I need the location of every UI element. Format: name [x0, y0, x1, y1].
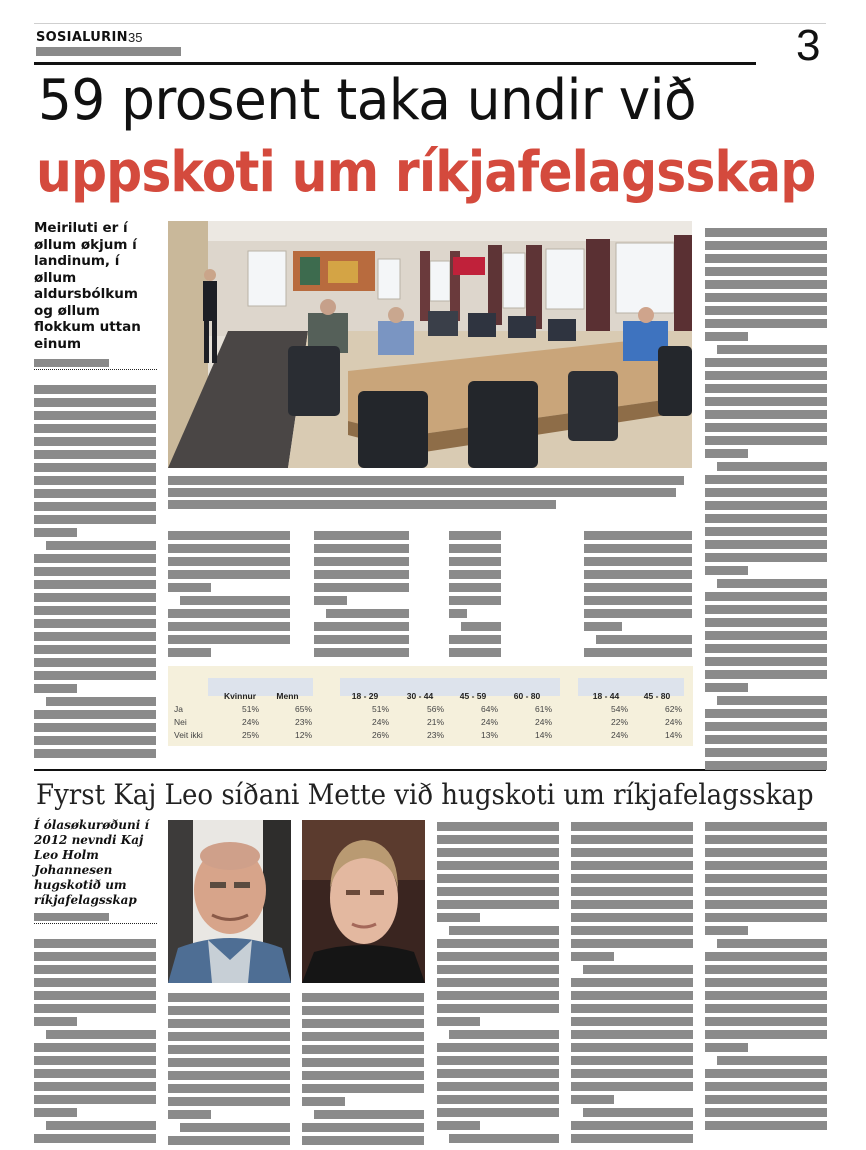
redacted-text-line: [34, 385, 156, 394]
redacted-text-line: [34, 515, 156, 524]
redacted-text-line: [180, 596, 290, 605]
redacted-text-line: [34, 450, 156, 459]
redacted-text-line: [571, 835, 693, 844]
table-cell: 62%: [664, 704, 682, 714]
redacted-text-line: [34, 1043, 156, 1052]
redacted-text-line: [437, 978, 559, 987]
redacted-text-line: [717, 579, 827, 588]
parliament-photo: [168, 221, 692, 468]
redacted-text-line: [705, 618, 827, 627]
redacted-text-line: [717, 345, 827, 354]
redacted-text-line: [705, 913, 827, 922]
redacted-text-line: [705, 254, 827, 263]
redacted-text-line: [437, 991, 559, 1000]
redacted-text-line: [705, 748, 827, 757]
redacted-text-line: [705, 514, 827, 523]
headline-line-1: 59 prosent taka undir við: [38, 68, 697, 133]
redacted-text-line: [34, 736, 156, 745]
redacted-text-line: [302, 1006, 424, 1015]
second-byline-divider: [34, 923, 157, 924]
redacted-text-line: [571, 978, 693, 987]
redacted-text-line: [34, 723, 156, 732]
redacted-text-line: [437, 1017, 480, 1026]
col-18-29: 18 - 29: [351, 691, 379, 701]
redacted-text-line: [437, 887, 559, 896]
redacted-text-line: [705, 241, 827, 250]
redacted-text-line: [34, 398, 156, 407]
table-cell: 64%: [480, 704, 498, 714]
redacted-text-line: [314, 635, 409, 644]
redacted-text-line: [705, 332, 748, 341]
redacted-text-line: [302, 993, 424, 1002]
redacted-text-line: [34, 645, 156, 654]
redacted-text-line: [705, 527, 827, 536]
redacted-text-line: [168, 544, 290, 553]
table-cell: 61%: [534, 704, 552, 714]
kaj-leo-illustration: [168, 820, 291, 983]
redacted-text-line: [705, 1082, 827, 1091]
redacted-text-line: [705, 631, 827, 640]
redacted-text-line: [314, 544, 409, 553]
kaj-leo-portrait: [168, 820, 291, 983]
redacted-text-line: [314, 648, 409, 657]
table-cell: 24%: [664, 717, 682, 727]
redacted-text-line: [705, 358, 827, 367]
redacted-text-line: [705, 1069, 827, 1078]
redacted-text-line: [302, 1097, 345, 1106]
redacted-text-line: [705, 423, 827, 432]
redacted-text-line: [437, 822, 559, 831]
redacted-text-line: [705, 822, 827, 831]
redacted-text-line: [437, 965, 559, 974]
redacted-text-line: [449, 635, 501, 644]
redacted-text-line: [34, 632, 156, 641]
redacted-text-line: [437, 1043, 559, 1052]
redacted-text-line: [168, 648, 211, 657]
table-cell: 26%: [371, 730, 389, 740]
redacted-text-line: [302, 1071, 424, 1080]
redacted-text-line: [705, 644, 827, 653]
redacted-text-line: [34, 619, 156, 628]
redacted-text-line: [34, 952, 156, 961]
redacted-text-line: [449, 648, 501, 657]
redacted-text-line: [705, 887, 827, 896]
redacted-text-line: [705, 978, 827, 987]
redacted-text-line: [571, 1043, 693, 1052]
redacted-text-line: [314, 570, 409, 579]
redacted-text-line: [705, 900, 827, 909]
col-kvinnur: Kvinnur: [223, 691, 257, 701]
redacted-text-line: [34, 411, 156, 420]
redacted-text-line: [449, 1030, 559, 1039]
redacted-text-line: [449, 570, 501, 579]
redacted-text-line: [584, 570, 692, 579]
redacted-text-line: [34, 554, 156, 563]
table-cell: 23%: [426, 730, 444, 740]
redacted-text-line: [705, 592, 827, 601]
redacted-text-line: [705, 280, 827, 289]
table-cell: 24%: [480, 717, 498, 727]
redacted-text-line: [314, 557, 409, 566]
second-headline: Fyrst Kaj Leo síðani Mette við hugskoti um ríkjafelagsskap: [36, 778, 814, 811]
redacted-text-line: [168, 1084, 290, 1093]
redacted-text-line: [705, 670, 827, 679]
redacted-text-line: [584, 622, 622, 631]
redacted-text-line: [705, 228, 827, 237]
redacted-text-line: [34, 1004, 156, 1013]
redacted-text-line: [168, 531, 290, 540]
redacted-text-line: [705, 267, 827, 276]
issue-number: 35: [128, 30, 143, 45]
redacted-text-line: [705, 1108, 827, 1117]
page-number: 3: [796, 21, 821, 70]
redacted-text-line: [705, 926, 748, 935]
redacted-text-line: [705, 1030, 827, 1039]
redacted-text-line: [180, 1123, 290, 1132]
redacted-text-line: [437, 1056, 559, 1065]
redacted-text-line: [571, 874, 693, 883]
redacted-text-line: [34, 489, 156, 498]
row-label-ja: Ja: [174, 704, 183, 714]
redacted-text-line: [584, 531, 692, 540]
redacted-text-line: [437, 913, 480, 922]
redacted-text-line: [705, 449, 748, 458]
redacted-text-line: [34, 424, 156, 433]
redacted-text-line: [34, 991, 156, 1000]
redacted-text-line: [583, 1108, 693, 1117]
table-cell: 56%: [426, 704, 444, 714]
redacted-text-line: [705, 319, 827, 328]
redacted-text-line: [168, 1006, 290, 1015]
redacted-text-line: [584, 583, 692, 592]
redacted-text-line: [571, 926, 693, 935]
redacted-text-line: [596, 635, 692, 644]
redacted-text-line: [705, 306, 827, 315]
redacted-text-line: [168, 500, 556, 509]
redacted-text-line: [705, 397, 827, 406]
redacted-text-line: [705, 384, 827, 393]
redacted-text-line: [34, 567, 156, 576]
redacted-text-line: [705, 683, 748, 692]
section-name: SOSIALURIN: [36, 30, 128, 45]
redacted-text-line: [168, 1110, 211, 1119]
redacted-text-line: [168, 1071, 290, 1080]
redacted-text-line: [34, 580, 156, 589]
redacted-text-line: [34, 463, 156, 472]
redacted-text-line: [168, 1019, 290, 1028]
redacted-text-line: [314, 1110, 424, 1119]
table-cell: 24%: [241, 717, 259, 727]
redacted-text-line: [571, 887, 693, 896]
redacted-text-line: [46, 1030, 156, 1039]
redacted-text-line: [302, 1045, 424, 1054]
redacted-text-line: [717, 1056, 827, 1065]
redacted-text-line: [571, 1082, 693, 1091]
redacted-text-line: [705, 861, 827, 870]
redacted-text-line: [437, 939, 559, 948]
redacted-text-line: [34, 1069, 156, 1078]
col-30-44: 30 - 44: [406, 691, 434, 701]
redacted-text-line: [571, 900, 693, 909]
redacted-text-line: [168, 993, 290, 1002]
redacted-text-line: [302, 1032, 424, 1041]
redacted-text-line: [449, 596, 501, 605]
row-label-nei: Nei: [174, 717, 187, 727]
mette-illustration: [302, 820, 425, 983]
redacted-text-line: [168, 635, 290, 644]
redacted-text-line: [571, 991, 693, 1000]
redacted-text-line: [449, 926, 559, 935]
redacted-text-line: [705, 835, 827, 844]
redacted-text-line: [34, 528, 77, 537]
redacted-text-line: [302, 1058, 424, 1067]
redacted-text-line: [314, 531, 409, 540]
table-cell: 13%: [480, 730, 498, 740]
redacted-text-line: [34, 710, 156, 719]
redacted-text-line: [461, 622, 501, 631]
redacted-text-line: [168, 583, 211, 592]
redacted-text-line: [437, 900, 559, 909]
redacted-text-line: [571, 848, 693, 857]
redacted-text-line: [34, 684, 77, 693]
redacted-text-line: [571, 1095, 614, 1104]
redacted-text-line: [302, 1136, 424, 1145]
redacted-text-line: [34, 671, 156, 680]
col-18-44: 18 - 44: [592, 691, 620, 701]
redacted-text-line: [168, 1136, 290, 1145]
redacted-text-line: [168, 488, 676, 497]
redacted-text-line: [571, 913, 693, 922]
table-cell: 22%: [610, 717, 628, 727]
table-cell: 25%: [241, 730, 259, 740]
redacted-text-line: [302, 1019, 424, 1028]
table-cell: 51%: [371, 704, 389, 714]
second-byline-redacted: [34, 913, 109, 921]
redacted-text-line: [34, 1082, 156, 1091]
redacted-text-line: [571, 1030, 693, 1039]
redacted-text-line: [705, 952, 827, 961]
redacted-text-line: [168, 622, 290, 631]
redacted-text-line: [449, 557, 501, 566]
redacted-text-line: [571, 1056, 693, 1065]
redacted-text-line: [34, 593, 156, 602]
table-cell: 14%: [664, 730, 682, 740]
redacted-text-line: [34, 1056, 156, 1065]
redacted-text-line: [314, 596, 347, 605]
table-cell: 24%: [610, 730, 628, 740]
redacted-text-line: [168, 557, 290, 566]
table-cell: 51%: [241, 704, 259, 714]
table-cell: 23%: [294, 717, 312, 727]
redacted-text-line: [705, 436, 827, 445]
redacted-text-line: [34, 658, 156, 667]
col-60-80: 60 - 80: [513, 691, 541, 701]
redacted-text-line: [571, 1017, 693, 1026]
redacted-text-line: [34, 965, 156, 974]
redacted-text-line: [705, 965, 827, 974]
redacted-text-line: [449, 531, 501, 540]
redacted-text-line: [705, 1004, 827, 1013]
table-cell: 24%: [371, 717, 389, 727]
redacted-text-line: [705, 1095, 827, 1104]
header-redacted-bar: [36, 47, 181, 56]
redacted-text-line: [449, 583, 501, 592]
headline-rule: [34, 62, 756, 65]
redacted-text-line: [168, 1032, 290, 1041]
redacted-text-line: [705, 991, 827, 1000]
redacted-text-line: [705, 605, 827, 614]
table-cell: 65%: [294, 704, 312, 714]
redacted-text-line: [705, 761, 827, 770]
redacted-text-line: [302, 1123, 424, 1132]
redacted-text-line: [571, 1004, 693, 1013]
redacted-text-line: [717, 462, 827, 471]
redacted-text-line: [437, 952, 559, 961]
redacted-text-line: [705, 293, 827, 302]
redacted-text-line: [571, 952, 614, 961]
redacted-text-line: [437, 835, 559, 844]
redacted-text-line: [583, 965, 693, 974]
redacted-text-line: [34, 978, 156, 987]
redacted-text-line: [449, 544, 501, 553]
redacted-text-line: [584, 609, 692, 618]
redacted-text-line: [705, 722, 827, 731]
redacted-text-line: [717, 939, 827, 948]
redacted-text-line: [34, 749, 156, 758]
redacted-text-line: [34, 502, 156, 511]
redacted-text-line: [705, 709, 827, 718]
redacted-text-line: [705, 501, 827, 510]
redacted-text-line: [437, 848, 559, 857]
redacted-text-line: [34, 1134, 156, 1143]
redacted-text-line: [584, 544, 692, 553]
redacted-text-line: [584, 557, 692, 566]
table-cell: 21%: [426, 717, 444, 727]
redacted-text-line: [571, 1134, 693, 1143]
redacted-text-line: [437, 1121, 480, 1130]
redacted-text-line: [705, 371, 827, 380]
redacted-text-line: [449, 609, 467, 618]
redacted-text-line: [168, 1045, 290, 1054]
redacted-text-line: [437, 1004, 559, 1013]
redacted-text-line: [705, 488, 827, 497]
redacted-text-line: [34, 606, 156, 615]
headline-line-2: uppskoti um ríkjafelagsskap: [36, 140, 816, 205]
redacted-text-line: [705, 410, 827, 419]
table-cell: 24%: [534, 717, 552, 727]
redacted-text-line: [705, 735, 827, 744]
redacted-text-line: [34, 1108, 77, 1117]
col-45-59: 45 - 59: [459, 691, 487, 701]
redacted-text-line: [168, 476, 684, 485]
redacted-text-line: [168, 570, 290, 579]
redacted-text-line: [705, 874, 827, 883]
article-lede: Meiriluti er í øllum økjum í landinum, í øllum aldursbólkum og øllum flokkum uttan einum: [34, 220, 141, 352]
redacted-text-line: [584, 648, 692, 657]
redacted-text-line: [705, 848, 827, 857]
redacted-text-line: [437, 874, 559, 883]
redacted-text-line: [705, 657, 827, 666]
redacted-text-line: [705, 566, 748, 575]
redacted-text-line: [717, 696, 827, 705]
redacted-text-line: [302, 1084, 424, 1093]
redacted-text-line: [437, 1069, 559, 1078]
redacted-text-line: [168, 1058, 290, 1067]
redacted-text-line: [705, 475, 827, 484]
redacted-text-line: [437, 1082, 559, 1091]
redacted-text-line: [705, 540, 827, 549]
table-cell: 54%: [610, 704, 628, 714]
redacted-text-line: [34, 476, 156, 485]
redacted-text-line: [705, 1121, 827, 1130]
redacted-text-line: [437, 1108, 559, 1117]
redacted-text-line: [314, 583, 409, 592]
redacted-text-line: [705, 1043, 748, 1052]
redacted-text-line: [46, 541, 156, 550]
byline-redacted: [34, 359, 109, 367]
redacted-text-line: [314, 622, 409, 631]
redacted-text-line: [449, 1134, 559, 1143]
row-label-veit-ikki: Veit ikki: [174, 730, 203, 740]
second-article-lede: Í ólasøkurøðuni í 2012 nevndi Kaj Leo Holm Johannesen hugskotið um ríkjafelagsskap: [34, 818, 150, 907]
redacted-text-line: [168, 1097, 290, 1106]
redacted-text-line: [46, 1121, 156, 1130]
table-cell: 12%: [294, 730, 312, 740]
redacted-text-line: [168, 609, 290, 618]
redacted-text-line: [437, 861, 559, 870]
col-45-80: 45 - 80: [643, 691, 671, 701]
parliament-photo-illustration: [168, 221, 692, 468]
col-menn: Menn: [276, 691, 299, 701]
redacted-text-line: [34, 1095, 156, 1104]
redacted-text-line: [46, 697, 156, 706]
header-top-rule: [34, 23, 826, 24]
redacted-text-line: [571, 822, 693, 831]
byline-divider: [34, 369, 157, 370]
redacted-text-line: [584, 596, 692, 605]
redacted-text-line: [571, 1069, 693, 1078]
redacted-text-line: [705, 1017, 827, 1026]
redacted-text-line: [571, 861, 693, 870]
redacted-text-line: [571, 1121, 693, 1130]
redacted-text-line: [34, 939, 156, 948]
redacted-text-line: [34, 1017, 77, 1026]
redacted-text-line: [705, 553, 827, 562]
mette-portrait: [302, 820, 425, 983]
redacted-text-line: [571, 939, 693, 948]
redacted-text-line: [326, 609, 409, 618]
redacted-text-line: [437, 1095, 559, 1104]
table-cell: 14%: [534, 730, 552, 740]
redacted-text-line: [34, 437, 156, 446]
